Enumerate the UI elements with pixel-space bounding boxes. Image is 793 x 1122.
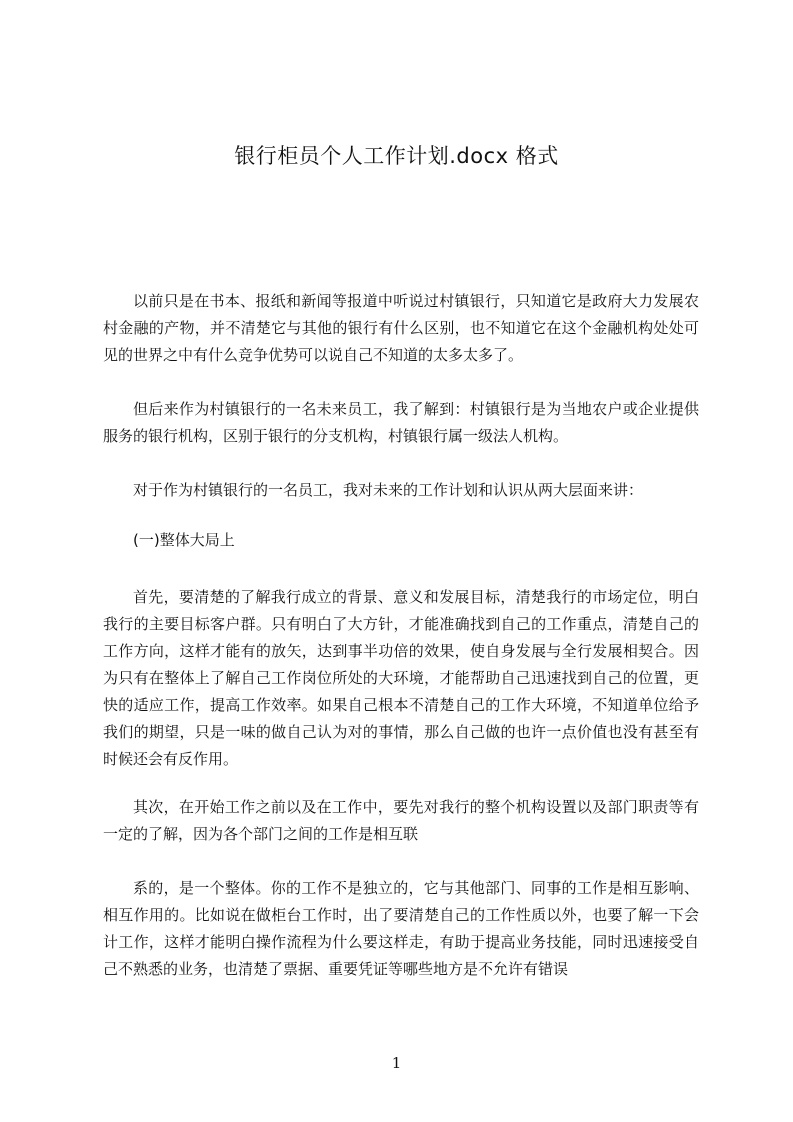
paragraph-intro: 以前只是在书本、报纸和新闻等报道中听说过村镇银行，只知道它是政府大力发展农村金融的产物，并不清楚它与其他的银行有什么区别，也不知道它在这个金融机构处处可见的世界之中有什么竞争优势可以说自己不知道的太多太多了。 [103,292,699,364]
paragraph-first: 首先，要清楚的了解我行成立的背景、意义和发展目标，清楚我行的市场定位，明白我行的主要目标客户群。只有明白了大方针，才能准确找到自己的工作重点，清楚自己的工作方向，这样才能有的放矢，达到事半功倍的效果，使自身发展与全行发展相契合。因为只有在整体上了解自己工作岗位所处的大环境，才能帮助自己迅速找到自己的位置，更快的适应工作，提高工作效率。如果自己根本不清楚自己的工作大环境，不知道单位给予我们的期望，只是一味的做自己认为对的事情，那么自己做的也许一点价值也没有甚至有时候还会有反作用。 [103,588,699,768]
paragraph-plan-intro: 对于作为村镇银行的一名员工，我对未来的工作计划和认识从两大层面来讲： [133,481,644,499]
paragraph-understanding: 但后来作为村镇银行的一名未来员工，我了解到：村镇银行是为当地农户或企业提供服务的银行机构，区别于银行的分支机构，村镇银行属一级法人机构。 [103,400,699,445]
section-heading-overall: (一)整体大局上 [133,531,235,549]
paragraph-continuation: 系的，是一个整体。你的工作不是独立的，它与其他部门、同事的工作是相互影响、相互作用的。比如说在做柜台工作时，出了要清楚自己的工作性质以外，也要了解一下会计工作，这样才能明白操作流程为什么要这样走，有助于提高业务技能，同时迅速接受自己不熟悉的业务，也清楚了票据、重要凭证等哪些地方是不允许有错误 [103,879,699,978]
document-title: 银行柜员个人工作计划.docx 格式 [234,144,559,168]
page-number: 1 [391,1054,402,1072]
paragraph-second: 其次，在开始工作之前以及在工作中，要先对我行的整个机构设置以及部门职责等有一定的了解，因为各个部门之间的工作是相互联 [103,798,699,843]
